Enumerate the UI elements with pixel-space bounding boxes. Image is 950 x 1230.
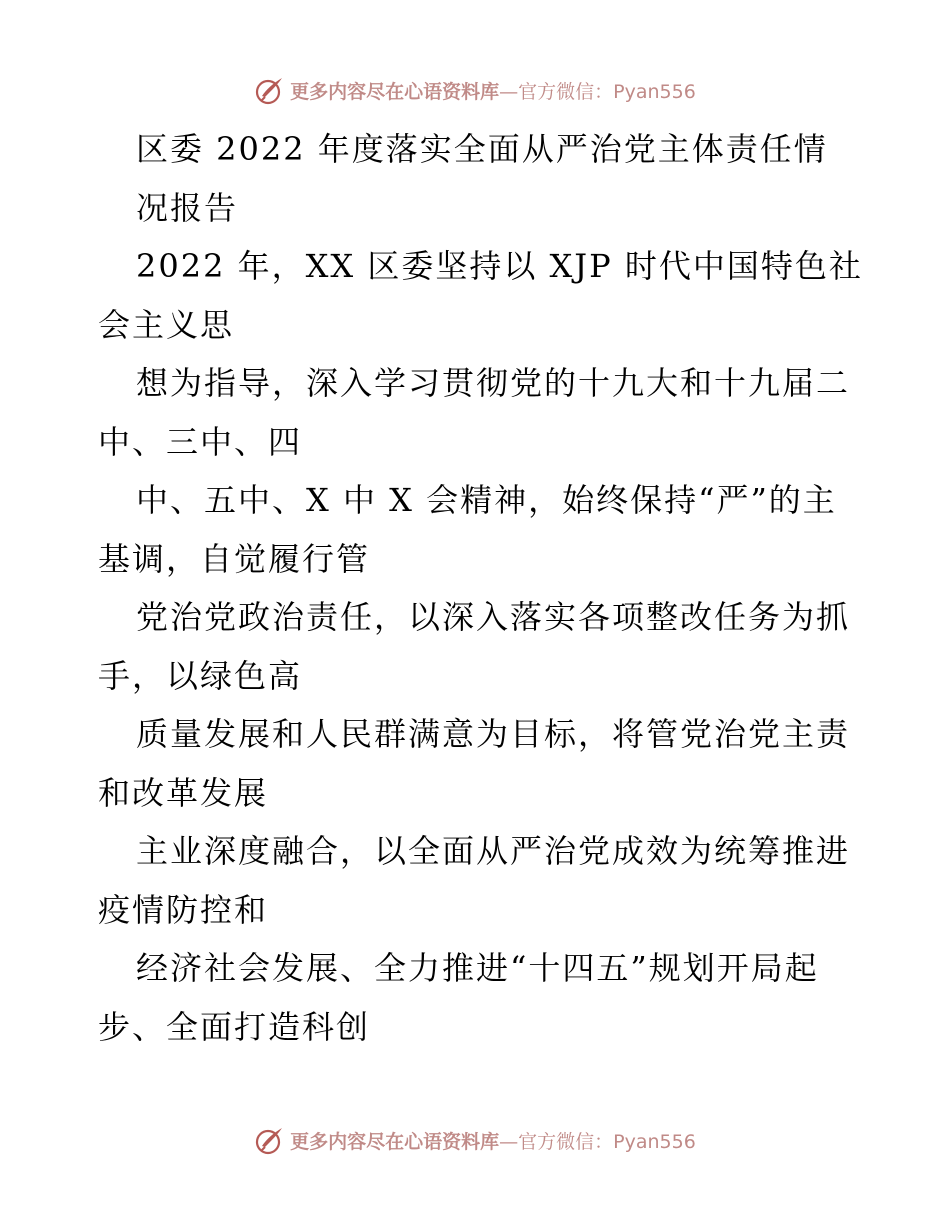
banner-text <box>290 77 696 104</box>
banner-contact-text: 官方微信：Pyan556 <box>518 80 696 103</box>
document-body <box>98 120 863 1056</box>
banner-contact-text: 官方微信：Pyan556 <box>518 1130 696 1153</box>
banner-separator: — <box>499 80 519 103</box>
doc-paragraph-line: 2022 年，XX 区委坚持以 XJP 时代中国特色社 <box>136 247 863 285</box>
doc-paragraph-line: 会主义思 <box>98 305 235 344</box>
banner-main-text: 更多内容尽在心语资料库 <box>290 80 500 103</box>
doc-paragraph-line: 中、五中、X 中 X 会精神，始终保持“严”的主 <box>136 481 837 519</box>
doc-paragraph-line: 基调，自觉履行管 <box>98 539 371 578</box>
doc-paragraph-line: 质量发展和人民群满意为目标，将管党治党主责 <box>136 715 851 753</box>
doc-paragraph-line: 手，以绿色高 <box>98 656 303 695</box>
doc-title-line-2: 况报告 <box>136 188 239 227</box>
doc-title-line-1: 区委 2022 年度落实全面从严治党主体责任情 <box>136 130 828 168</box>
banner-main-text: 更多内容尽在心语资料库 <box>290 1130 500 1153</box>
doc-paragraph-line: 主业深度融合，以全面从严治党成效为统筹推进 <box>136 832 851 870</box>
footer-banner <box>0 1120 950 1160</box>
doc-paragraph-line: 党治党政治责任，以深入落实各项整改任务为抓 <box>136 598 851 636</box>
banner-separator: — <box>499 1130 519 1153</box>
doc-paragraph-line: 中、三中、四 <box>98 422 303 461</box>
doc-paragraph-line: 疫情防控和 <box>98 890 269 929</box>
doc-paragraph-line: 步、全面打造科创 <box>98 1007 371 1046</box>
header-banner <box>0 70 950 110</box>
doc-paragraph-line: 想为指导，深入学习贯彻党的十九大和十九届二 <box>136 364 851 402</box>
doc-paragraph-line: 和改革发展 <box>98 773 269 812</box>
doc-paragraph-line: 经济社会发展、全力推进“十四五”规划开局起 <box>136 949 819 987</box>
quill-pen-logo-icon <box>254 1124 286 1156</box>
banner-text <box>290 1127 696 1154</box>
quill-pen-logo-icon <box>254 74 286 106</box>
